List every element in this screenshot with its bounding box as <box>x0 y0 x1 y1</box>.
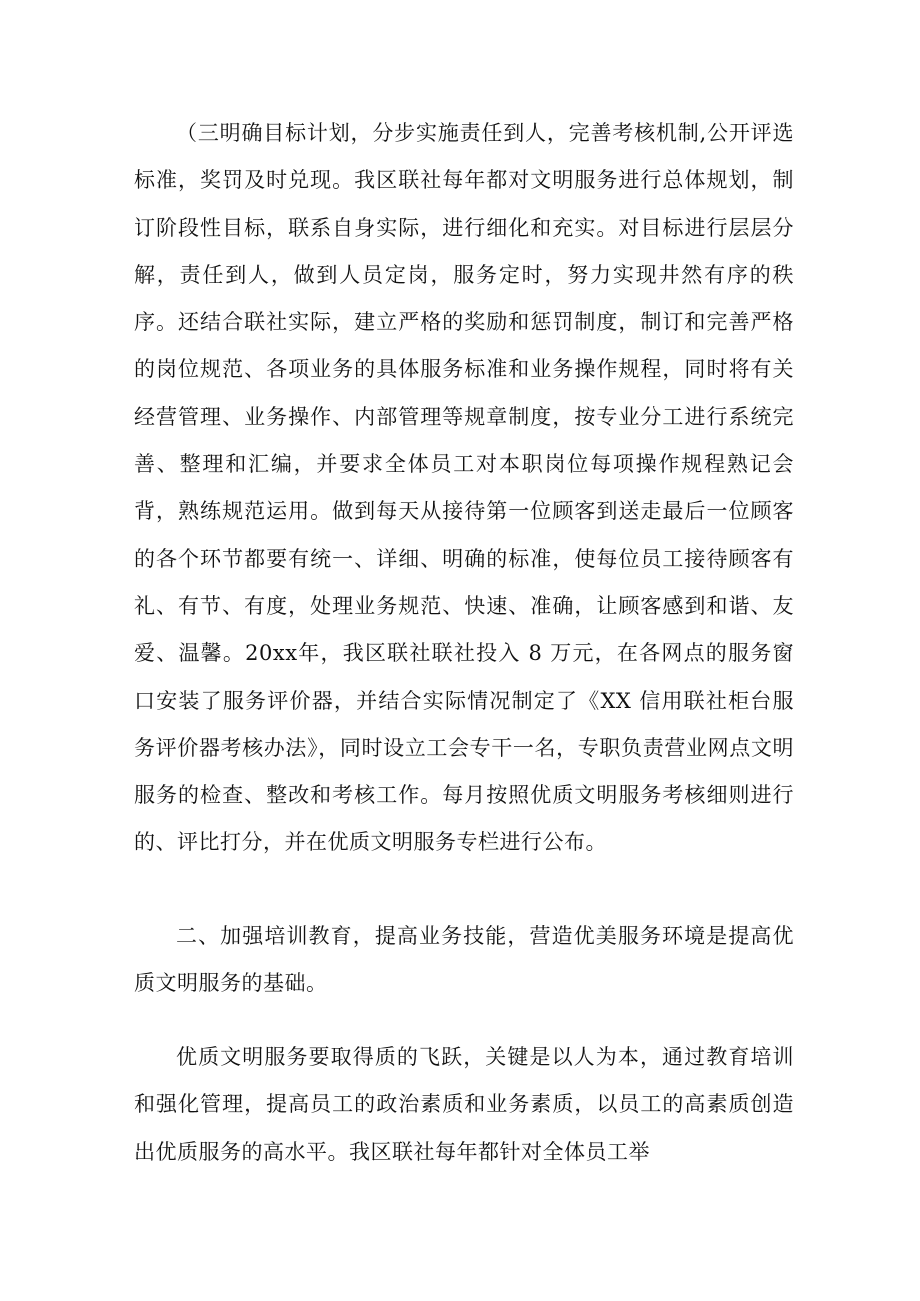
paragraph-text: 优质文明服务要取得质的飞跃，关键是以人为本，通过教育培训和强化管理，提高员工的政治素质和业务素质，以员工的高素质创造出优质服务的高水平。我区联社每年都针对全体员工举 <box>134 1045 794 1164</box>
paragraph-text: （三明确目标计划，分步实施责任到人，完善考核机制,公开评选标准，奖罚及时兑现。我区联社每年都对文明服务进行总体规划，制订阶段性目标，联系自身实际，进行细化和充实。对目标进行层层分解，责任到人，做到人员定岗，服务定时，努力实现井然有序的秩序。还结合联社实际，建立严格的奖励和惩罚制度，制订和完善严格的岗位规范、各项业务的具体服务标准和业务操作规程，同时将有关经营管理、业务操作、内部管理等规章制度，按专业分工进行系统完善、整理和汇编，并要求全体员工对本职岗位每项操作规程熟记会背，熟练规范运用。做到每天从接待第一位顾客到送走最后一位顾客的各个环节都要有统一、详细、明确的标准，使每位员工接待顾客有礼、有节、有度，处理业务规范、快速、准确，让顾客感到和谐、友爱、温馨。20xx年，我区联社联社投入 8 万元，在各网点的服务窗口安装了服务评价器，并结合实际情况制定了《XX 信用联社柜台服务评价器考核办法》，同时设立工会专干一名，专职负责营业网点文明服务的检查、整改和考核工作。每月按照优质文明服务考核细则进行的、评比打分，并在优质文明服务专栏进行公布。 <box>134 121 794 855</box>
paragraph-training-heading <box>134 913 794 1008</box>
paragraph-target-plan <box>134 110 794 867</box>
paragraph-text: 二、加强培训教育，提高业务技能，营造优美服务环境是提高优质文明服务的基础。 <box>134 924 794 996</box>
paragraph-quality-service <box>134 1034 794 1176</box>
